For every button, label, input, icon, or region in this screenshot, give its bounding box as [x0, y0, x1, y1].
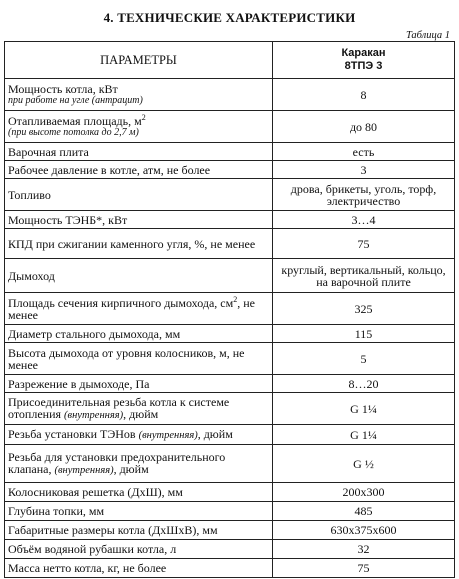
- table-row: [5, 293, 455, 325]
- model-header: [273, 42, 455, 79]
- row-name-text: Объём водяной рубашки котла, л: [8, 542, 177, 556]
- row-value: есть: [273, 143, 455, 161]
- table-row: [5, 540, 455, 559]
- table-row: [5, 259, 455, 293]
- table-row: [5, 229, 455, 259]
- superscript: 2: [141, 113, 146, 122]
- row-name-text: Отапливаемая площадь, м: [8, 114, 142, 128]
- row-value: 5: [273, 343, 455, 375]
- table-row: [5, 425, 455, 445]
- row-note: при работе на угле (антрацит): [8, 95, 143, 106]
- row-name: [5, 425, 273, 445]
- row-value: 3: [273, 161, 455, 179]
- row-name-text: Мощность котла, кВт: [8, 82, 118, 96]
- row-name: [5, 393, 273, 425]
- row-name-text: Резьба для установки предохранительного клапана,: [8, 449, 226, 476]
- row-name-text: Высота дымохода от уровня колосников, м, не менее: [8, 345, 245, 372]
- row-name-text: КПД при сжигании каменного угля, %, не менее: [8, 236, 256, 251]
- row-name: [5, 502, 273, 521]
- row-name: [5, 521, 273, 540]
- row-name: [5, 445, 273, 483]
- row-name: [5, 343, 273, 375]
- row-name-tail: , не менее: [8, 295, 255, 322]
- row-value: G 1¼: [273, 393, 455, 425]
- row-name: [5, 559, 273, 578]
- model-name: Каракан: [341, 47, 386, 59]
- row-value: 325: [273, 293, 455, 325]
- row-value: 8…20: [273, 375, 455, 393]
- specs-table: [4, 41, 455, 578]
- row-name-text: Разрежение в дымоходе, Па: [8, 376, 150, 391]
- row-value: 115: [273, 325, 455, 343]
- row-name-text: Присоединительная резьба котла к системе отопления: [8, 394, 230, 421]
- model-code: 8ТПЭ 3: [344, 60, 383, 72]
- table-row: [5, 179, 455, 211]
- row-value: G ½: [273, 445, 455, 483]
- row-name-text: Варочная плита: [8, 144, 89, 159]
- row-name: [5, 540, 273, 559]
- table-row: [5, 502, 455, 521]
- row-name: [5, 211, 273, 229]
- row-name: [5, 179, 273, 211]
- row-name: [5, 79, 273, 111]
- row-note: (при высоте потолка до 2,7 м): [8, 127, 139, 138]
- row-name: [5, 483, 273, 502]
- row-name-italic: (внутренняя): [54, 464, 114, 476]
- table-row: [5, 445, 455, 483]
- row-name-text: Площадь сечения кирпичного дымохода, см: [8, 295, 234, 310]
- row-value: 3…4: [273, 211, 455, 229]
- param-header: ПАРАМЕТРЫ: [5, 42, 273, 79]
- table-row: [5, 211, 455, 229]
- row-name: [5, 293, 273, 325]
- row-value: круглый, вертикальный, кольцо, на варочной плите: [273, 259, 455, 293]
- row-value: 8: [273, 79, 455, 111]
- row-name-text: Дымоход: [8, 268, 55, 283]
- table-row: [5, 325, 455, 343]
- table-caption: Таблица 1: [405, 30, 450, 41]
- row-value: 75: [273, 559, 455, 578]
- row-name: [5, 161, 273, 179]
- row-name-text: Глубина топки, мм: [8, 504, 105, 518]
- row-name: [5, 325, 273, 343]
- row-value: дрова, брикеты, уголь, торф, электричество: [273, 179, 455, 211]
- row-name-tail: , дюйм: [197, 426, 233, 441]
- table-row: [5, 111, 455, 143]
- superscript: 2: [233, 294, 238, 304]
- row-name-text: Диаметр стального дымохода, мм: [8, 326, 181, 341]
- table-row: [5, 521, 455, 540]
- row-name-text: Мощность ТЭНБ*, кВт: [8, 212, 128, 227]
- row-name-tail: , дюйм: [123, 406, 159, 421]
- row-name-text: Резьба установки ТЭНов: [8, 426, 139, 441]
- row-value: 75: [273, 229, 455, 259]
- row-name-text: Габаритные размеры котла (ДхШхВ), мм: [8, 523, 218, 537]
- row-name: [5, 259, 273, 293]
- row-name: [5, 111, 273, 143]
- table-header-row: [5, 42, 455, 79]
- row-value: G 1¼: [273, 425, 455, 445]
- row-value: 630х375х600: [273, 521, 455, 540]
- table-row: [5, 483, 455, 502]
- row-name-text: Колосниковая решетка (ДхШ), мм: [8, 485, 183, 499]
- table-row: [5, 393, 455, 425]
- table-row: [5, 559, 455, 578]
- row-value: до 80: [273, 111, 455, 143]
- row-name-italic: (внутренняя): [64, 409, 124, 421]
- row-name-text: Топливо: [8, 187, 51, 202]
- row-value: 485: [273, 502, 455, 521]
- row-name-italic: (внутренняя): [138, 429, 198, 441]
- row-name: [5, 143, 273, 161]
- table-row: [5, 79, 455, 111]
- row-name-text: Рабочее давление в котле, атм, не более: [8, 162, 211, 177]
- section-title: 4. ТЕХНИЧЕСКИЕ ХАРАКТЕРИСТИКИ: [103, 10, 356, 25]
- table-row: [5, 343, 455, 375]
- row-value: 200х300: [273, 483, 455, 502]
- table-row: [5, 161, 455, 179]
- row-name: [5, 229, 273, 259]
- table-row: [5, 143, 455, 161]
- row-name-tail: , дюйм: [113, 461, 149, 476]
- row-value: 32: [273, 540, 455, 559]
- row-name: [5, 375, 273, 393]
- table-row: [5, 375, 455, 393]
- row-name-text: Масса нетто котла, кг, не более: [8, 561, 167, 575]
